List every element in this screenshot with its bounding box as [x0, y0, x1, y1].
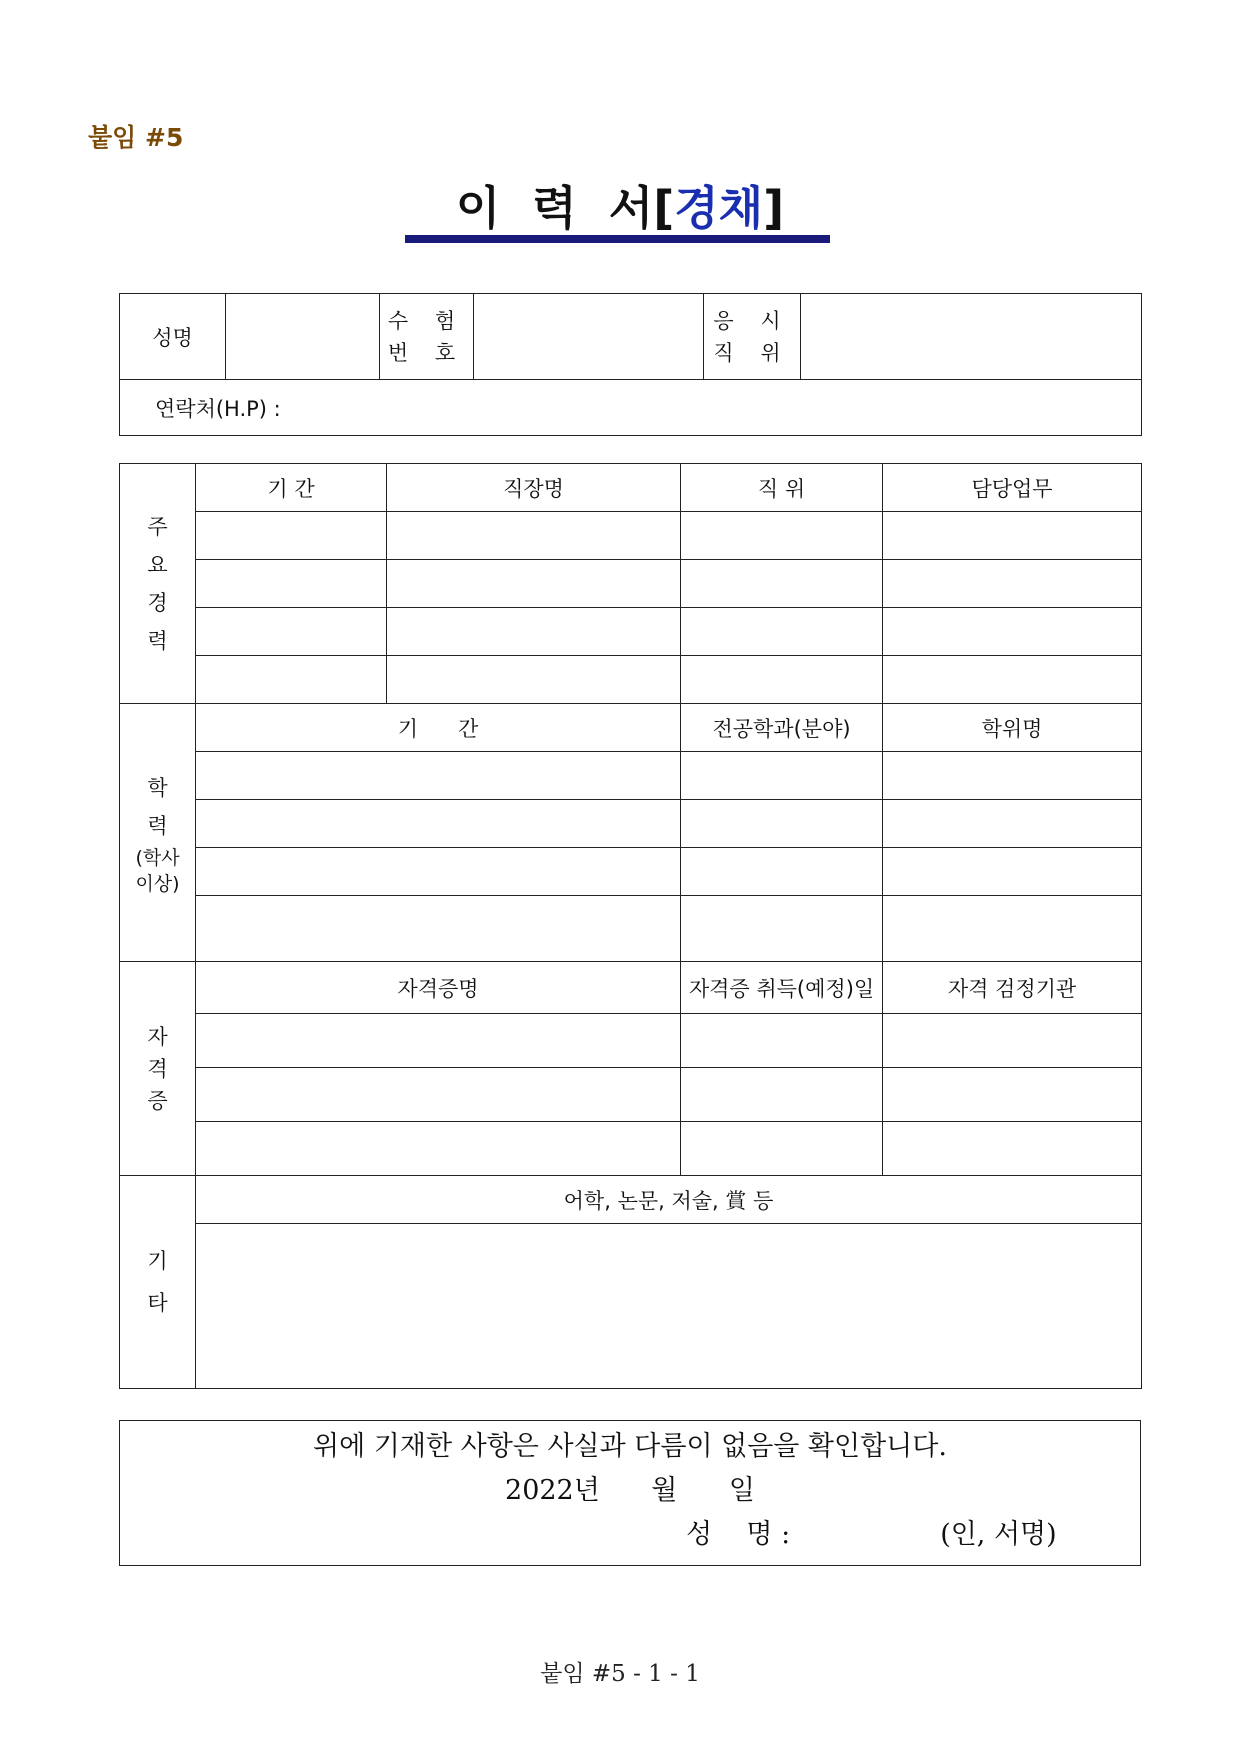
- certificate-date-cell[interactable]: [681, 1122, 883, 1176]
- title-main: 이 력 서: [455, 181, 654, 235]
- position-label: [704, 294, 801, 380]
- education-header-major: 전공학과(분야): [681, 704, 883, 752]
- education-degree-cell[interactable]: [883, 848, 1142, 896]
- title-bracket-open: [: [653, 181, 675, 235]
- signature-row: [120, 1513, 1140, 1557]
- certificate-header-issuer: 자격 검정기관: [883, 962, 1142, 1014]
- certificate-header-date: 자격증 취득(예정)일: [681, 962, 883, 1014]
- career-position-cell[interactable]: [681, 656, 883, 704]
- career-period-cell[interactable]: [196, 560, 387, 608]
- confirmation-cell: [120, 1421, 1141, 1566]
- career-workplace-cell[interactable]: [387, 656, 681, 704]
- education-header-degree: 학위명: [883, 704, 1142, 752]
- education-sublabel: (학사: [135, 846, 180, 869]
- table-row: [120, 896, 1142, 962]
- career-workplace-cell[interactable]: [387, 512, 681, 560]
- education-label-char: 학: [147, 775, 168, 800]
- document-title: [400, 172, 840, 238]
- career-header-period: 기 간: [196, 464, 387, 512]
- education-sublabel: 이상): [135, 872, 180, 895]
- certificate-label-char: 자: [147, 1024, 168, 1049]
- applicant-table: [119, 293, 1142, 436]
- career-duties-cell[interactable]: [883, 512, 1142, 560]
- career-duties-cell[interactable]: [883, 560, 1142, 608]
- exam-number-label-line1: 수 험: [387, 308, 466, 333]
- certificate-label-char: 증: [147, 1088, 168, 1113]
- etc-content-field[interactable]: [196, 1224, 1142, 1389]
- career-label-char: 주: [147, 514, 168, 539]
- etc-label-char: 기: [147, 1249, 168, 1273]
- table-row: [120, 1014, 1142, 1068]
- table-row: [120, 656, 1142, 704]
- certificate-date-cell[interactable]: [681, 1068, 883, 1122]
- title-bracket-close: ]: [763, 181, 785, 235]
- career-label-char: 력: [147, 628, 168, 653]
- certificate-name-cell[interactable]: [196, 1068, 681, 1122]
- confirmation-statement: 위에 기재한 사항은 사실과 다름이 없음을 확인합니다.: [313, 1431, 947, 1462]
- position-label-line2: 직 위: [713, 340, 791, 365]
- career-workplace-cell[interactable]: [387, 560, 681, 608]
- table-row: [120, 800, 1142, 848]
- signature-label: 성 명 :: [686, 1519, 791, 1550]
- table-row: [120, 560, 1142, 608]
- career-position-cell[interactable]: [681, 560, 883, 608]
- resume-table: [119, 463, 1142, 1389]
- career-section-label: [120, 464, 196, 704]
- education-major-cell[interactable]: [681, 752, 883, 800]
- contact-label: 연락처(H.P) :: [155, 396, 281, 421]
- certificate-label-char: 격: [147, 1056, 168, 1081]
- education-major-cell[interactable]: [681, 896, 883, 962]
- education-degree-cell[interactable]: [883, 800, 1142, 848]
- career-duties-cell[interactable]: [883, 656, 1142, 704]
- table-row: [120, 848, 1142, 896]
- education-label-char: 력: [147, 813, 168, 838]
- certificate-date-cell[interactable]: [681, 1014, 883, 1068]
- education-major-cell[interactable]: [681, 848, 883, 896]
- certificate-name-cell[interactable]: [196, 1122, 681, 1176]
- education-degree-cell[interactable]: [883, 896, 1142, 962]
- attachment-label: 붙임 #5: [88, 123, 184, 152]
- table-row: [120, 752, 1142, 800]
- career-header-duties: 담당업무: [883, 464, 1142, 512]
- title-accent: 경채: [674, 181, 764, 235]
- exam-number-field[interactable]: [474, 294, 704, 380]
- position-label-line1: 응 시: [713, 308, 791, 333]
- position-field[interactable]: [801, 294, 1142, 380]
- name-field[interactable]: [226, 294, 380, 380]
- page-footer: 붙임 #5 - 1 - 1: [540, 1661, 700, 1687]
- career-header-workplace: 직장명: [387, 464, 681, 512]
- certificate-name-cell[interactable]: [196, 1014, 681, 1068]
- etc-label-char: 타: [147, 1291, 168, 1315]
- education-major-cell[interactable]: [681, 800, 883, 848]
- certificate-header-name: 자격증명: [196, 962, 681, 1014]
- table-row: [120, 512, 1142, 560]
- etc-section-label: [120, 1176, 196, 1389]
- table-row: [120, 608, 1142, 656]
- career-period-cell[interactable]: [196, 512, 387, 560]
- career-header-position: 직 위: [681, 464, 883, 512]
- career-position-cell[interactable]: [681, 512, 883, 560]
- confirmation-box: [119, 1420, 1141, 1566]
- table-row: [120, 1068, 1142, 1122]
- education-period-cell[interactable]: [196, 896, 681, 962]
- certificate-issuer-cell[interactable]: [883, 1068, 1142, 1122]
- education-period-cell[interactable]: [196, 752, 681, 800]
- education-period-cell[interactable]: [196, 848, 681, 896]
- career-label-char: 경: [147, 590, 168, 615]
- title-underline: [405, 235, 830, 243]
- exam-number-label: [380, 294, 474, 380]
- career-period-cell[interactable]: [196, 656, 387, 704]
- table-row: [120, 1122, 1142, 1176]
- exam-number-label-line2: 번 호: [387, 340, 466, 365]
- seal-label[interactable]: (인, 서명): [940, 1519, 1057, 1550]
- career-position-cell[interactable]: [681, 608, 883, 656]
- education-section-label: [120, 704, 196, 962]
- career-label-char: 요: [147, 552, 168, 577]
- education-degree-cell[interactable]: [883, 752, 1142, 800]
- certificate-issuer-cell[interactable]: [883, 1122, 1142, 1176]
- confirmation-date: 2022년 월 일: [505, 1475, 755, 1506]
- education-period-cell[interactable]: [196, 800, 681, 848]
- name-label: 성명: [120, 294, 226, 380]
- contact-field[interactable]: [120, 380, 1142, 436]
- certificate-issuer-cell[interactable]: [883, 1014, 1142, 1068]
- etc-header: 어학, 논문, 저술, 賞 등: [196, 1176, 1142, 1224]
- certificate-section-label: [120, 962, 196, 1176]
- career-workplace-cell[interactable]: [387, 608, 681, 656]
- career-duties-cell[interactable]: [883, 608, 1142, 656]
- career-period-cell[interactable]: [196, 608, 387, 656]
- education-header-period: 기 간: [196, 704, 681, 752]
